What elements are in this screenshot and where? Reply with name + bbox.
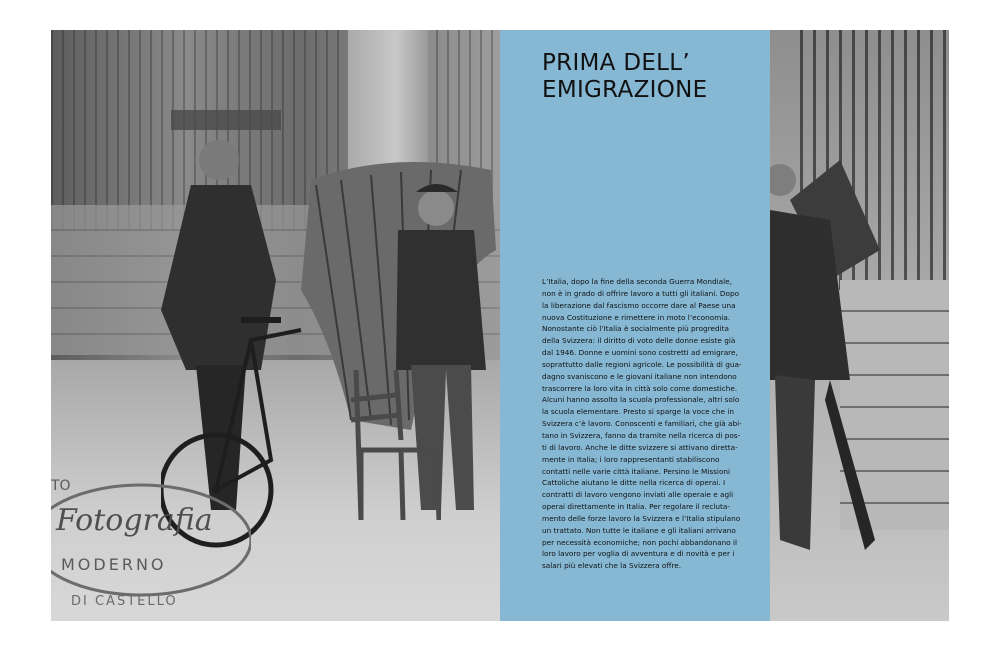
title-line-2: EMIGRAZIONE xyxy=(542,77,708,103)
body-line: dagno svaniscono e le giovani italiane non intendono xyxy=(542,371,737,381)
body-line: L’Italia, dopo la fine della seconda Guerra Mondiale, xyxy=(542,277,732,286)
body-line: nuova Costituzione e rimettere in moto l’economia. xyxy=(542,312,731,322)
body-line: Nonostante ciò l’Italia è socialmente più progredita xyxy=(542,324,729,334)
body-line: Alcuni hanno assolto la scuola professionale, altri solo xyxy=(542,395,740,405)
body-line: ti di lavoro. Anche le ditte svizzere si attivano diretta- xyxy=(542,442,738,452)
body-line: tano in Svizzera, fanno da tramite nella ricerca di pos- xyxy=(542,430,741,440)
body-line: mento delle forze lavoro la Svizzera e l’Italia stipulano xyxy=(542,513,741,523)
body-line: la liberazione dal fascismo occorre dare al Paese una xyxy=(542,300,736,310)
body-line: per necessità economiche; non pochi abbandonano il xyxy=(542,537,738,547)
body-line: Cattoliche aiutano le ditte nella ricerca di operai. I xyxy=(542,478,726,488)
body-line: trascorrere la loro vita in città solo come domestiche. xyxy=(542,383,738,393)
historic-photo-left xyxy=(51,30,500,621)
body-line: salari più elevati che la Svizzera offre. xyxy=(542,561,682,571)
body-line: mente in Italia; i loro rappresentanti stabiliscono xyxy=(542,454,720,464)
body-line: non è in grado di offrire lavoro a tutti gli italiani. Dopo xyxy=(542,288,740,298)
stamp-line-3: MODERNO xyxy=(61,555,167,574)
stamp-line-2: Fotografia xyxy=(56,503,213,538)
book-spread xyxy=(51,30,949,621)
body-line: un trattato. Non tutte le italiane e gli italiani arrivano xyxy=(542,525,736,535)
wooden-chair xyxy=(341,370,441,520)
text-panel xyxy=(500,30,770,621)
body-line: operai direttamente in Italia. Per regolare il recluta- xyxy=(542,502,730,512)
body-line: soprattutto dalle regioni agricole. Le possibilità di gua- xyxy=(542,359,742,369)
body-line: contratti di lavoro vengono inviati alle operaie e agli xyxy=(542,490,734,500)
stamp-line-4: DI CASTELLO xyxy=(71,594,178,609)
title-line-1: PRIMA DELL’ xyxy=(542,50,691,76)
body-text xyxy=(542,276,748,572)
historic-photo-right xyxy=(770,30,949,621)
man-with-umbrella xyxy=(770,140,880,570)
body-line: loro lavoro per voglia di avventura e di novità e per i xyxy=(542,549,735,559)
photographer-stamp xyxy=(51,470,251,621)
body-line: della Svizzera: il diritto di voto delle donne esiste già xyxy=(542,336,736,346)
body-line: Svizzera c’è lavoro. Conoscenti e familiari, che già abi- xyxy=(542,419,742,429)
page-title xyxy=(542,50,762,104)
body-line: la scuola elementare. Presto si sparge la voce che in xyxy=(542,407,734,417)
stamp-line-1: TO xyxy=(51,478,71,494)
body-line: dal 1946. Donne e uomini sono costretti ad emigrare, xyxy=(542,348,738,358)
body-line: contatti nelle varie città italiane. Persino le Missioni xyxy=(542,466,731,476)
